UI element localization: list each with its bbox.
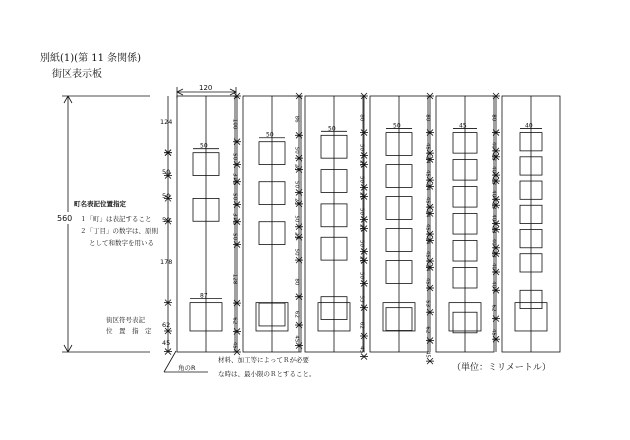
board-6-dim-2: 13 [490,153,497,161]
board-3-dim-8: 80 [293,278,300,286]
board-3-dim-4: 25 [293,198,300,206]
overall-height-label: 560 [57,214,73,223]
chome-note-line-2: ２「丁目」の数字は、原則 [80,227,158,235]
board-6-dim-3: 40 [490,165,497,173]
board-2-dim-3: 50 [231,193,238,201]
board-2-dim-6: 128 [231,273,238,285]
board-3-dim-6: 23 [293,232,300,239]
gaiku-position-note [106,315,152,335]
board-4-dim-4: 20 [358,192,365,199]
board-6-dim-7: 40 [490,214,497,222]
board-4-dim-1: 50 [358,144,365,151]
board-6-dim-5: 40 [490,190,497,198]
board-5-dim-3: 45 [424,169,431,177]
chome-note-line-1: １「町」は表記すること [80,215,152,223]
chome-note-line-3: として和数字を用いる [89,239,154,247]
board-1-height-chain [160,96,172,355]
board-6-dim-13: 62 [490,304,497,312]
board-5-dim-0: 80 [424,114,431,122]
board-4-dim-12: 45 [358,346,365,354]
board-5-dim-13: 62 [424,326,431,334]
board-5-dim-4: 14 [424,183,431,191]
left-dim-1: 50 [162,168,171,176]
left-dim-0: 124 [160,118,173,126]
board-5-dim-6: 14 [424,210,431,218]
material-note-line-2: な時は、最小限のＲとすること。 [218,370,316,378]
board-3-dim-1: 50 [293,146,300,154]
page-title: 別紙(1)(第 11 条関係) [40,53,142,64]
board-1-top-width-label: 50 [200,142,208,150]
board-variants [177,93,560,364]
board-6-dim-11: 40 [490,262,497,270]
overall-height-dimension [54,96,150,352]
left-dim-2: 50 [162,192,171,200]
board-6-dim-9: 40 [490,238,497,246]
board-4-dim-9: 50 [358,272,365,279]
board-6-dim-6: 13 [490,202,497,210]
board-1-bottom-width-label: 87 [200,292,208,300]
board-4-dim-10: 53 [358,295,365,303]
board-4-dim-8: 20 [358,256,365,263]
board-3 [294,93,364,352]
board-6-dim-0: 80 [490,114,497,122]
board-5-dim-5: 45 [424,196,431,204]
board-6-dim-1: 40 [490,141,497,149]
board-6-dim-8: 13 [490,226,497,234]
board-2-dim-4: 37.5 [231,213,238,226]
board-6-top-width-label: 40 [525,122,533,130]
board-5-dim-12: 53 [424,300,431,308]
board-5 [425,93,495,364]
board-2 [232,93,302,355]
board-4-dim-2: 20 [358,160,365,167]
board-4-top-width-label: 50 [393,122,401,130]
board-2-dim-8: 45 [231,341,238,349]
chome-position-note [74,199,159,247]
left-dim-4: 178 [160,258,173,266]
left-dim-5: 62 [162,321,171,329]
board-6-dim-12: 40 [490,281,497,289]
board-5-dim-1: 45 [424,142,431,150]
board-5-dim-2: 14 [424,156,431,164]
board-3-dim-5: 50 [293,215,300,223]
board-2-dim-5: 50 [231,233,238,241]
board-4-dim-0: 80 [358,114,365,122]
unit-label: （単位：ミリメートル） [452,363,551,373]
board-4 [359,93,429,360]
gaiku-note-line-2: 位 置 指 定 [106,327,152,335]
board-2-dim-0: 100 [231,118,238,130]
board-4-dim-11: 62 [358,321,365,329]
board-4-dim-7: 50 [358,240,365,247]
board-3-dim-7: 50 [293,248,300,256]
board-5-dim-10: 14 [424,264,431,272]
board-4-dim-5: 50 [358,208,365,215]
gaiku-note-line-1: 街区符号表記 [106,316,145,324]
material-note-line-1: 材料、加工等によってＲが必要 [218,356,309,364]
board-5-dim-9: 45 [424,250,431,258]
board-6 [491,93,561,352]
board-5-dim-7: 45 [424,223,431,231]
board-3-dim-9: 62 [293,310,300,318]
board-2-top-width-label: 50 [266,131,274,139]
board-5-top-width-label: 45 [459,122,467,130]
board-4-dim-3: 50 [358,176,365,183]
board-2-dim-7: 62 [231,317,238,325]
board-3-dim-2: 25 [293,163,300,171]
board-2-dim-2: 37.5 [231,173,238,186]
board-6-dim-4: 13 [490,178,497,186]
board-3-dim-10: 45 [293,335,300,343]
left-dim-6: 45 [162,339,171,347]
board-3-dim-3: 50 [293,181,300,189]
board-6-dim-14: 45 [490,328,497,336]
page-subtitle: 街区表示板 [52,69,102,80]
material-note [218,355,316,378]
chome-note-title: 町名表記位置指定 [74,200,126,208]
board-5-dim-8: 14 [424,237,431,245]
corner-radius-label: 角のR [178,364,196,372]
board-3-top-width-label: 50 [328,125,336,133]
board-5-dim-14: 45 [424,350,431,358]
board-6-dim-10: 13 [490,250,497,258]
top-width-label: 120 [199,84,213,92]
board-2-dim-1: 50 [231,153,238,161]
board-3-dim-0: 86 [293,115,300,123]
board-4-dim-6: 20 [358,224,365,231]
left-dim-3: 50 [162,216,171,224]
board-5-dim-11: 45 [424,277,431,285]
board-1 [177,96,235,352]
